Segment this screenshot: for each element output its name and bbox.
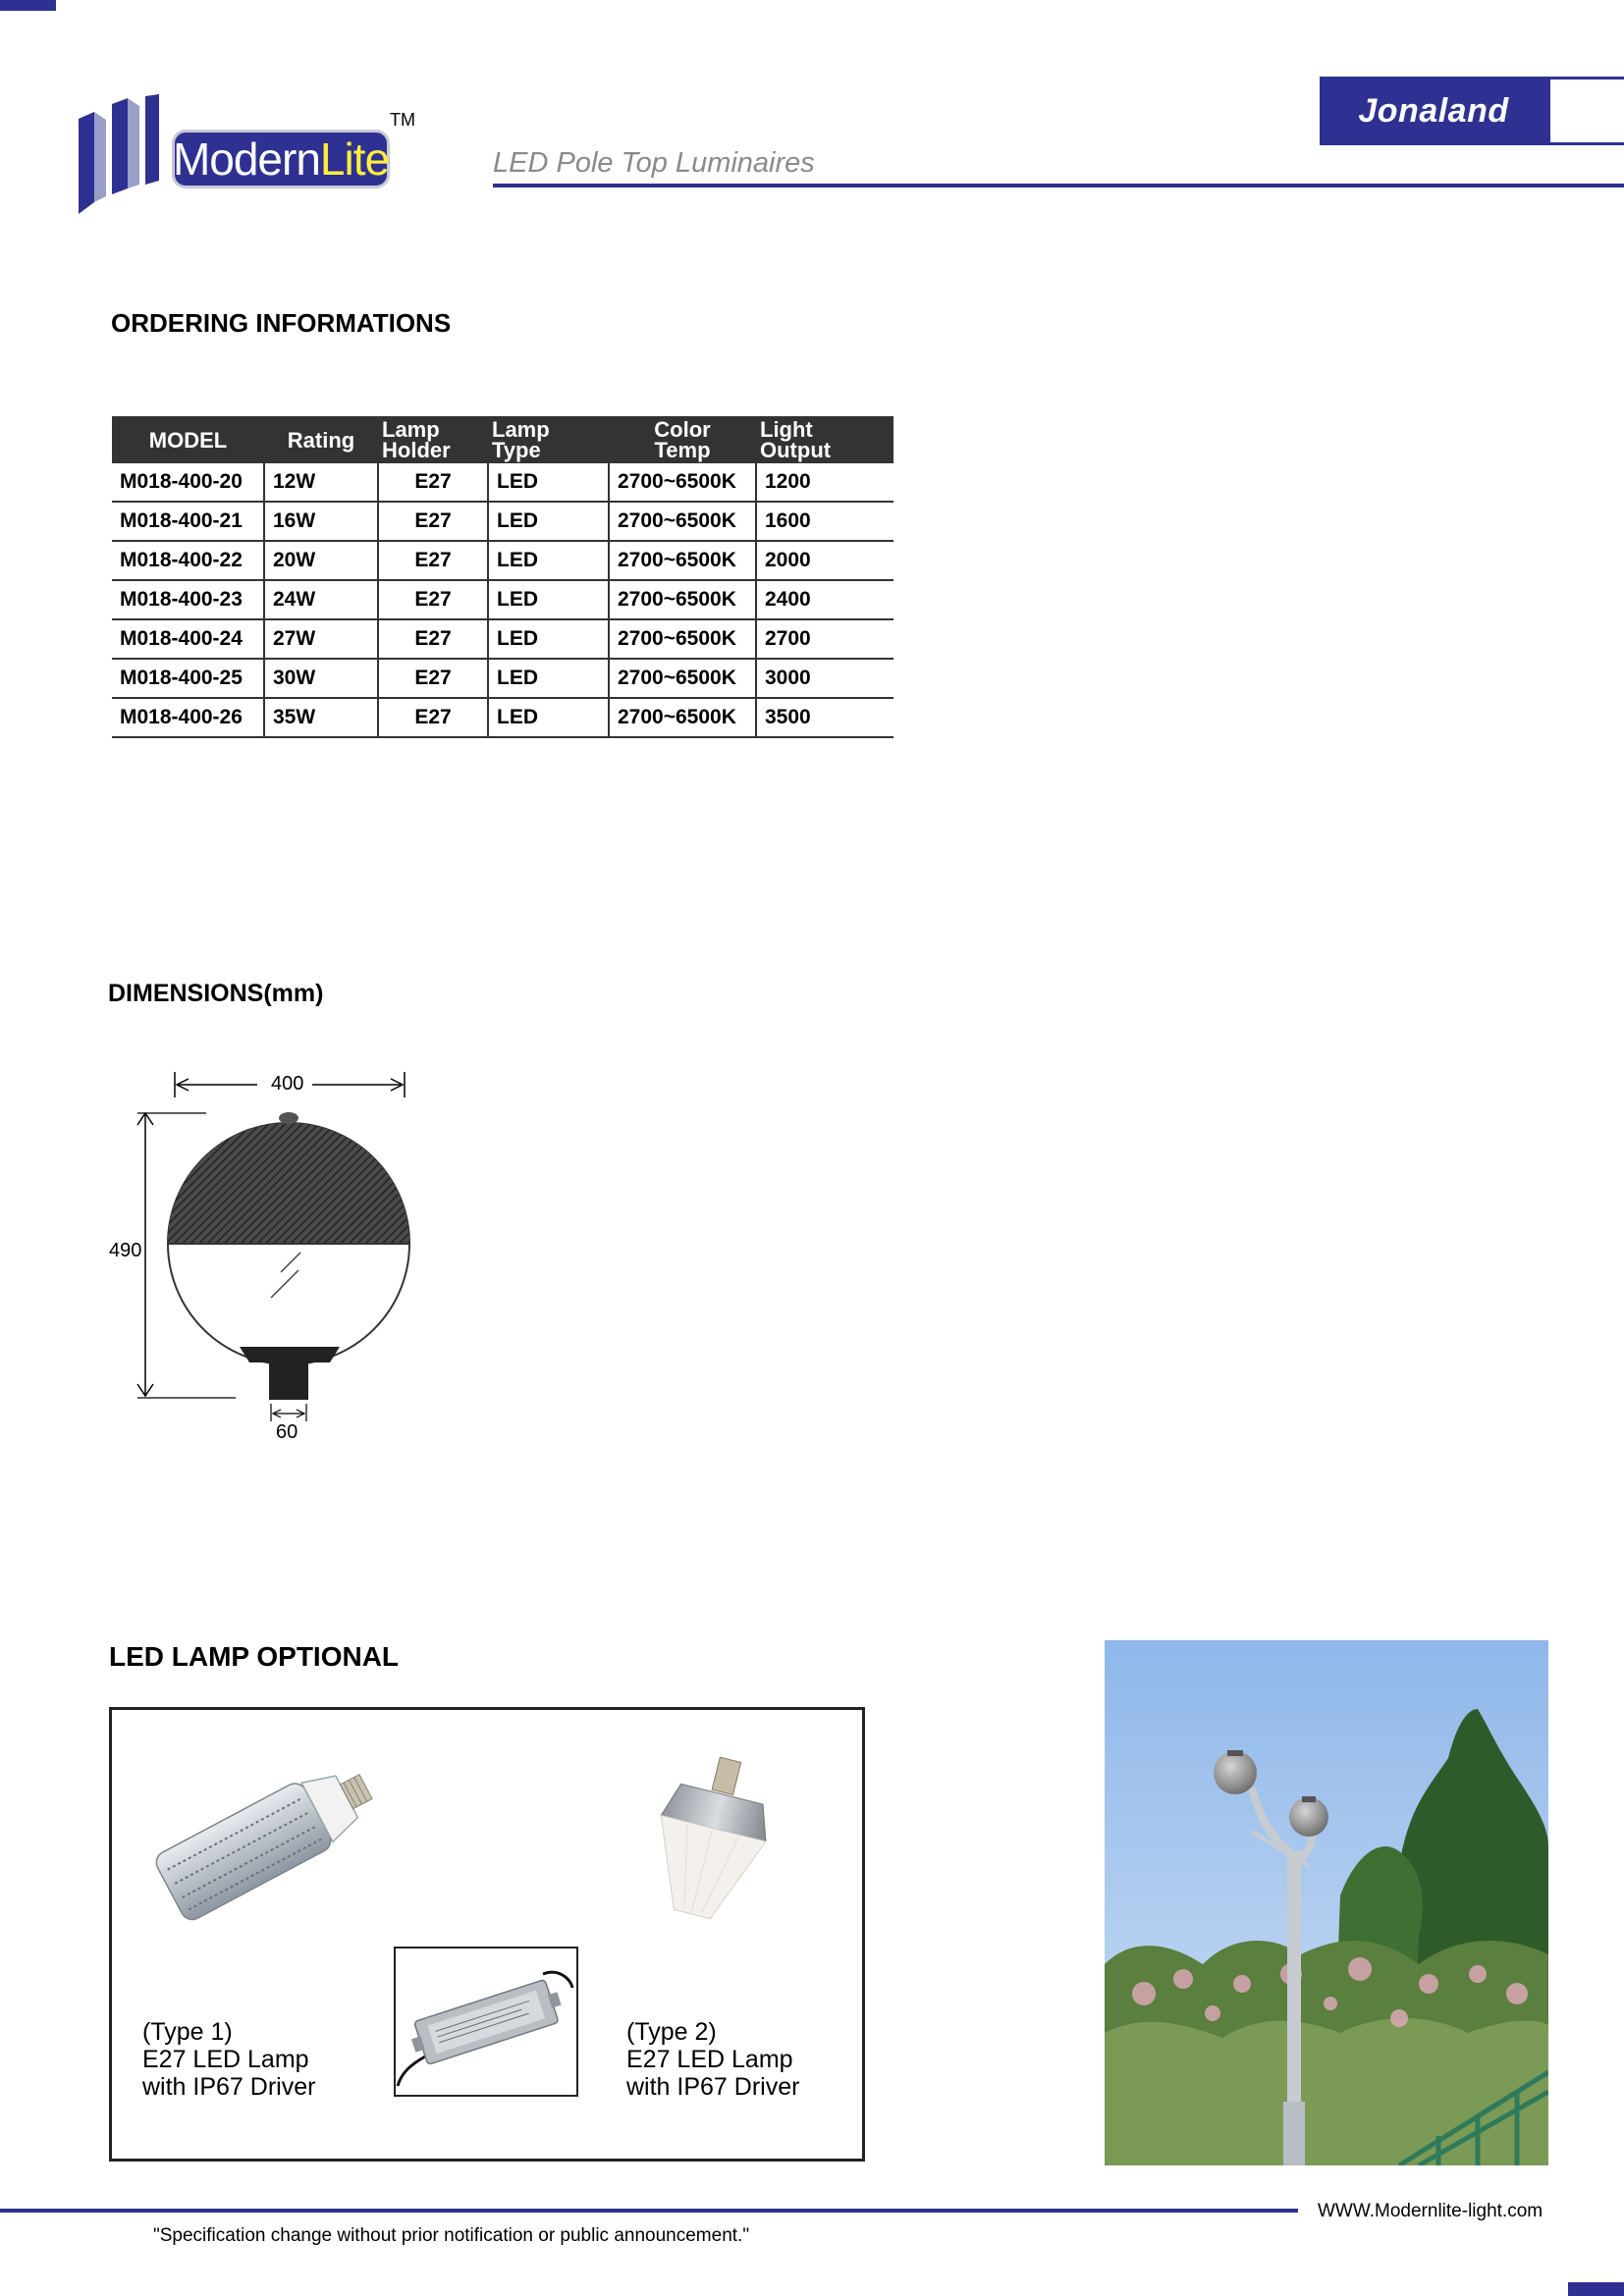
- cell-light-output: 2400: [756, 580, 893, 619]
- type2-label: (Type 2): [626, 2018, 717, 2046]
- logo-text-modern: Modern: [172, 133, 320, 185]
- type1-lamp: E27 LED Lamp: [142, 2046, 309, 2073]
- table-row: [112, 698, 893, 737]
- cell-model: M018-400-26: [112, 698, 264, 737]
- dimension-drawing: [98, 1060, 432, 1453]
- col-header-lamp-type: Lamp Type: [488, 416, 609, 463]
- brand-box-outline: [1547, 77, 1624, 145]
- corn-lamp-image: [137, 1737, 393, 1934]
- cell-light-output: 1200: [756, 463, 893, 502]
- dimensions-title: DIMENSIONS(mm): [108, 980, 324, 1007]
- cell-lamp-holder: E27: [378, 502, 488, 541]
- logo-wordmark: [172, 130, 390, 188]
- logo-mark-icon: [75, 94, 183, 217]
- cell-light-output: 1600: [756, 502, 893, 541]
- cell-color-temp: 2700~6500K: [609, 463, 756, 502]
- trademark-symbol: TM: [390, 110, 415, 130]
- tagline: LED Pole Top Luminaires: [493, 147, 815, 179]
- ordering-table: [112, 416, 893, 738]
- cell-rating: 12W: [264, 463, 378, 502]
- brand-box: [1320, 77, 1547, 145]
- cell-model: M018-400-20: [112, 463, 264, 502]
- table-row: [112, 659, 893, 698]
- cell-lamp-holder: E27: [378, 659, 488, 698]
- dimension-height-label: 490: [109, 1240, 142, 1261]
- cell-lamp-type: LED: [488, 659, 609, 698]
- globe-lamp-image: [611, 1749, 807, 1936]
- col-header-light-output: Light Output: [756, 416, 893, 463]
- cell-color-temp: 2700~6500K: [609, 619, 756, 659]
- cell-lamp-holder: E27: [378, 698, 488, 737]
- optional-title: LED LAMP OPTIONAL: [109, 1641, 400, 1672]
- cell-lamp-type: LED: [488, 619, 609, 659]
- table-header-row: [112, 416, 893, 463]
- dimension-base-label: 60: [276, 1421, 298, 1443]
- cell-color-temp: 2700~6500K: [609, 659, 756, 698]
- type1-caption: [142, 2018, 315, 2101]
- table-row: [112, 463, 893, 502]
- cell-lamp-type: LED: [488, 580, 609, 619]
- ordering-title: ORDERING INFORMATIONS: [111, 308, 452, 338]
- cell-model: M018-400-22: [112, 541, 264, 580]
- cell-color-temp: 2700~6500K: [609, 580, 756, 619]
- corner-mark-top: [0, 0, 56, 11]
- cell-lamp-type: LED: [488, 502, 609, 541]
- col-header-model: MODEL: [112, 416, 264, 463]
- type2-caption: [626, 2018, 799, 2101]
- cell-rating: 27W: [264, 619, 378, 659]
- table-row: [112, 541, 893, 580]
- table-row: [112, 502, 893, 541]
- cell-lamp-type: LED: [488, 463, 609, 502]
- col-header-rating: Rating: [264, 416, 378, 463]
- cell-color-temp: 2700~6500K: [609, 698, 756, 737]
- brand-name: Jonaland: [1358, 91, 1509, 130]
- cell-rating: 20W: [264, 541, 378, 580]
- header-rule: [493, 184, 1624, 187]
- cell-rating: 16W: [264, 502, 378, 541]
- cell-model: M018-400-23: [112, 580, 264, 619]
- cell-rating: 24W: [264, 580, 378, 619]
- footer-rule: [0, 2209, 1298, 2213]
- cell-lamp-holder: E27: [378, 541, 488, 580]
- footer-note: "Specification change without prior notification or public announcement.": [153, 2225, 750, 2246]
- col-header-color-temp: Color Temp: [609, 416, 756, 463]
- cell-color-temp: 2700~6500K: [609, 502, 756, 541]
- cell-lamp-type: LED: [488, 541, 609, 580]
- cell-model: M018-400-24: [112, 619, 264, 659]
- cell-rating: 30W: [264, 659, 378, 698]
- cell-lamp-holder: E27: [378, 619, 488, 659]
- cell-light-output: 3000: [756, 659, 893, 698]
- dimension-width-label: 400: [271, 1073, 304, 1095]
- ip67-driver-image: [396, 1949, 576, 2095]
- type1-driver: with IP67 Driver: [142, 2073, 316, 2101]
- installation-photo: [1105, 1640, 1548, 2165]
- cell-model: M018-400-21: [112, 502, 264, 541]
- type2-driver: with IP67 Driver: [626, 2073, 800, 2101]
- table-row: [112, 619, 893, 659]
- col-header-lamp-holder: Lamp Holder: [378, 416, 488, 463]
- cell-model: M018-400-25: [112, 659, 264, 698]
- cell-lamp-holder: E27: [378, 580, 488, 619]
- type2-lamp: E27 LED Lamp: [626, 2046, 793, 2073]
- footer-url: WWW.Modernlite-light.com: [1318, 2201, 1543, 2221]
- cell-lamp-type: LED: [488, 698, 609, 737]
- cell-color-temp: 2700~6500K: [609, 541, 756, 580]
- cell-lamp-holder: E27: [378, 463, 488, 502]
- logo-text-lite: Lite: [319, 133, 390, 185]
- cell-light-output: 2700: [756, 619, 893, 659]
- table-row: [112, 580, 893, 619]
- cell-light-output: 3500: [756, 698, 893, 737]
- type1-label: (Type 1): [142, 2018, 233, 2046]
- cell-light-output: 2000: [756, 541, 893, 580]
- cell-rating: 35W: [264, 698, 378, 737]
- corner-mark-bottom: [1568, 2282, 1624, 2296]
